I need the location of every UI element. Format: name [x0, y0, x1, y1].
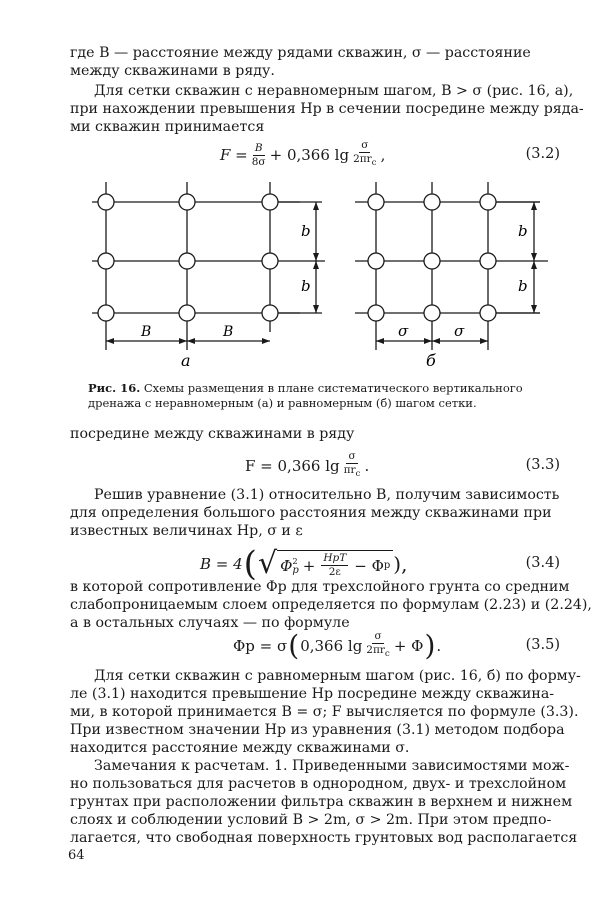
dim-label-sigma: σ	[454, 322, 465, 340]
text-line: слабопроницаемым слоем определяется по формулам (2.23) и (2.24),	[70, 597, 592, 613]
eq-tail: .	[436, 637, 442, 655]
den-text: 2πr	[366, 644, 385, 657]
text-line: а в остальных случаях — по формуле	[70, 615, 350, 631]
equation-3-3	[70, 446, 560, 486]
fraction	[351, 140, 379, 169]
phi-sup: 2	[292, 555, 298, 566]
fraction-numerator: B	[254, 141, 263, 154]
paragraph-4	[70, 486, 560, 540]
den-text: 2πr	[353, 153, 372, 166]
text-line: Для сетки скважин с равномерным шагом (рис. 16, б) по форму-	[94, 668, 581, 684]
fraction-numerator: σ	[361, 139, 369, 152]
equation-3-2	[70, 135, 560, 175]
paragraph-6	[70, 667, 581, 757]
eq-lhs: B = 4	[200, 555, 243, 573]
text-line: находится расстояние между скважинами σ.	[70, 740, 410, 756]
equation-number: (3.3)	[525, 457, 560, 473]
caption-text: Схемы размещения в плане систематического вертикального	[143, 381, 523, 395]
fraction	[321, 553, 348, 578]
fraction-denominator: 8σ	[251, 155, 266, 168]
paragraph-2	[70, 82, 584, 136]
sqrt-body	[277, 550, 393, 578]
text-line: слоях и соблюдении условий B > 2m, σ > 2m. При этом предпо-	[70, 812, 552, 828]
text-line: грунтах при расположении фильтра скважин в верхнем и нижнем	[70, 794, 573, 810]
den-text: πr	[343, 464, 356, 477]
paren-open: (	[288, 629, 300, 662]
equation-3-5	[70, 626, 560, 666]
paragraph-1	[70, 44, 560, 80]
fraction	[342, 451, 363, 480]
phi-sub: p	[292, 564, 299, 576]
eq-lhs: F = 0,366 lg	[245, 457, 340, 475]
eq-term: + 0,366 lg	[269, 146, 350, 164]
paren-close: )	[424, 629, 436, 662]
dim-label-sigma: σ	[398, 322, 409, 340]
minus-sub: p	[383, 560, 391, 571]
text-line: где B — расстояние между рядами скважин, σ — расстояние	[70, 45, 531, 61]
figure-caption	[88, 381, 558, 411]
fraction-denominator: 2ε	[328, 566, 341, 578]
text-line: для определения большого расстояния между скважинами при	[70, 505, 552, 521]
fraction-denominator	[351, 153, 379, 169]
phi-indices	[292, 556, 298, 576]
text-line: Решив уравнение (3.1) относительно B, получим зависимость	[94, 487, 560, 503]
fraction-numerator: HpT	[323, 552, 347, 564]
fraction-numerator: σ	[348, 450, 356, 463]
minus-term: − Φ	[354, 556, 384, 575]
plus-sign: +	[302, 556, 316, 575]
eq-tail: .	[364, 457, 370, 475]
fraction-denominator	[364, 644, 392, 660]
equation-number: (3.2)	[525, 146, 560, 162]
text-line: ле (3.1) находится превышение Hp посредине между скважина-	[70, 686, 555, 702]
dim-label-B: B	[223, 324, 234, 340]
text-line: лагается, что свободная поверхность грунтовых вод располагается	[70, 830, 578, 846]
equation-number: (3.4)	[525, 555, 560, 571]
eq-lhs: Φp = σ	[233, 637, 288, 655]
caption-label: Рис. 16.	[88, 381, 141, 395]
figure-16	[0, 170, 606, 380]
text-line: При известном значении Hp из уравнения (3.1) методом подбора	[70, 722, 565, 738]
text-line: Замечания к расчетам. 1. Приведенными зависимостями мож-	[94, 758, 570, 774]
big-paren-open: (	[243, 544, 257, 584]
fraction	[364, 631, 392, 660]
den-sub: c	[355, 469, 361, 480]
dim-label-b-right: b	[518, 277, 528, 295]
text-line: в которой сопротивление Φp для трехслойного грунта со средним	[70, 579, 570, 595]
text-line: ми скважин принимается	[70, 119, 265, 135]
text-line: известных величинах Hp, σ и ε	[70, 523, 303, 539]
eq-term: + Φ	[393, 637, 424, 655]
caption-line: дренажа с неравномерным (а) и равномерным (б) шагом сетки.	[88, 396, 477, 410]
subfigure-label-b: б	[426, 351, 436, 370]
phi-symbol: Φ	[280, 556, 293, 575]
page-number: 64	[68, 848, 85, 863]
text-line: но пользоваться для расчетов в однородном, двух- и трехслойном	[70, 776, 567, 792]
eq-tail: ,	[380, 146, 386, 164]
subfigure-label-a: а	[181, 351, 191, 370]
grid-b	[355, 182, 548, 350]
dim-label-b-right: b	[518, 222, 528, 240]
fraction	[250, 143, 268, 168]
paragraph-5	[70, 578, 592, 632]
dim-label-B: B	[141, 324, 152, 340]
text-line: между скважинами в ряду.	[70, 63, 275, 79]
equation-number: (3.5)	[525, 637, 560, 653]
den-sub: c	[384, 649, 390, 660]
paragraph-3	[70, 425, 560, 443]
arrows-a	[106, 202, 319, 344]
text-line: ми, в которой принимается B = σ; F вычисляется по формуле (3.3).	[70, 704, 579, 720]
eq-term: 0,366 lg	[300, 637, 363, 655]
text-line: посредине между скважинами в ряду	[70, 426, 355, 442]
den-sub: c	[371, 158, 377, 169]
eq-tail: ),	[393, 552, 408, 576]
sqrt-sign: √	[257, 546, 278, 581]
dim-label-b-left: b	[301, 277, 311, 295]
paragraph-7	[70, 757, 578, 847]
fraction-numerator: σ	[374, 630, 382, 643]
text-line: Для сетки скважин с неравномерным шагом, B > σ (рис. 16, а),	[94, 83, 574, 99]
grid-a	[92, 182, 325, 350]
caption-line	[88, 381, 558, 396]
eq-lhs: F =	[220, 146, 248, 164]
fraction-denominator	[342, 464, 363, 480]
text-line: при нахождении превышения Hp в сечении посредине между ряда-	[70, 101, 584, 117]
dim-label-b-left: b	[301, 222, 311, 240]
